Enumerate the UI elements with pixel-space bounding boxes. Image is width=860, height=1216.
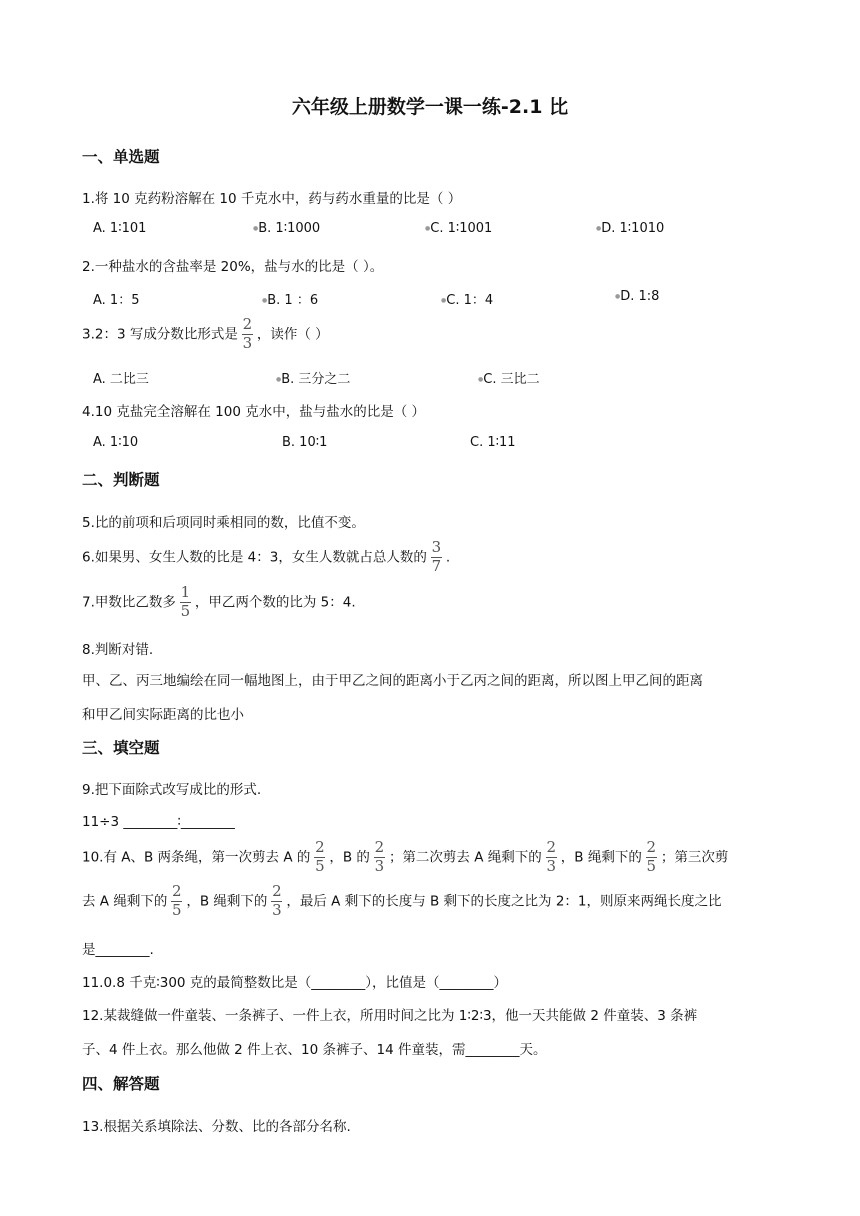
marker-dot: ●	[425, 225, 431, 232]
q3-option-a: A. 二比三	[93, 372, 149, 387]
section-heading-answer: 四、解答题	[82, 1075, 160, 1093]
fraction: $\frac{2}{5}$	[315, 838, 325, 875]
marker-dot: ●	[596, 225, 602, 232]
q1-option-b: ●B. 1∶1000	[253, 221, 321, 236]
marker-dot: ●	[615, 293, 621, 300]
fraction: $\frac{3}{7}$	[431, 538, 442, 575]
question-10-line-2: 去 A 绳剩下的 $\frac{2}{5}$ ，B 绳剩下的 $\frac{2}{3}$ ，最后 A 剩下的长度与 B 剩下的长度之比为 2：1，则原来两绳长度之比	[82, 882, 722, 919]
q2-option-c: ●C. 1：4	[441, 293, 494, 308]
question-13: 13.根据关系填除法、分数、比的各部分名称.	[82, 1119, 351, 1135]
question-6: 6.如果男、女生人数的比是 4：3，女生人数就占总人数的 $\frac{3}{7}$ .	[82, 538, 451, 575]
question-8: 8.判断对错.	[82, 642, 154, 658]
question-3: 3.2：3 写成分数比形式是 $\frac{2}{3}$ ，读作（ ）	[82, 315, 329, 352]
q1-option-c: ●C. 1∶1001	[425, 221, 493, 236]
page-title: 六年级上册数学一课一练-2.1 比	[291, 96, 569, 118]
section-heading-true-false: 二、判断题	[82, 471, 160, 489]
q2-option-a: A. 1：5	[93, 293, 140, 308]
q4-option-c: C. 1∶11	[470, 435, 516, 450]
q4-option-b: B. 10∶1	[282, 435, 328, 450]
marker-dot: ●	[253, 225, 259, 232]
question-10-line-1: 10.有 A、B 两条绳，第一次剪去 A 的 $\frac{2}{5}$ ，B 的 $\frac{2}{3}$ ；第二次剪去 A 绳剩下的 $\frac{2}{3}$ ，B 绳剩下的 $\frac{2}{5}$ ；第三次剪	[82, 838, 729, 875]
marker-dot: ●	[478, 376, 484, 383]
fraction: $\frac{2}{3}$	[374, 838, 385, 875]
question-8-line-2: 和甲乙间实际距离的比也小	[82, 707, 244, 723]
marker-dot: ●	[276, 376, 282, 383]
q1-option-a: A. 1∶101	[93, 221, 147, 236]
fraction: $\frac{2}{5}$	[172, 882, 182, 919]
question-11: 11.0.8 千克∶300 克的最简整数比是（________），比值是（________）	[82, 975, 508, 991]
section-heading-fill-blank: 三、填空题	[82, 739, 160, 757]
question-4: 4.10 克盐完全溶解在 100 克水中，盐与盐水的比是（ ）	[82, 404, 425, 420]
question-9-blank-line: 11÷3 ________∶________	[82, 814, 235, 830]
question-5: 5.比的前项和后项同时乘相同的数，比值不变。	[82, 515, 365, 531]
marker-dot: ●	[441, 297, 447, 304]
q1-option-d: ●D. 1∶1010	[596, 221, 665, 236]
question-7: 7.甲数比乙数多 $\frac{1}{5}$ ，甲乙两个数的比为 5：4.	[82, 583, 356, 620]
question-12-line-2: 子、4 件上衣。那么他做 2 件上衣、10 条裤子、14 件童装，需________天。	[82, 1042, 547, 1058]
question-1: 1.将 10 克药粉溶解在 10 千克水中，药与药水重量的比是（ ）	[82, 191, 462, 207]
fraction: $\frac{2}{5}$	[646, 838, 657, 875]
q2-option-d: ●D. 1:8	[615, 289, 660, 304]
q4-option-a: A. 1∶10	[93, 435, 139, 450]
fraction: $\frac{2}{3}$	[272, 882, 282, 919]
fraction: $\frac{2}{3}$	[242, 315, 253, 352]
question-12-line-1: 12.某裁缝做一件童装、一条裤子、一件上衣，所用时间之比为 1∶2∶3，他一天共能做 2 件童装、3 条裤	[82, 1008, 698, 1024]
section-heading-single-choice: 一、单选题	[82, 148, 160, 166]
question-10-line-3: 是________.	[82, 942, 154, 958]
q2-option-b: ●B. 1 ：6	[262, 293, 319, 308]
q3-option-b: ●B. 三分之二	[276, 372, 351, 387]
question-8-line-1: 甲、乙、丙三地编绘在同一幅地图上，由于甲乙之间的距离小于乙丙之间的距离，所以图上甲乙间的距离	[82, 673, 703, 689]
marker-dot: ●	[262, 297, 268, 304]
q3-option-c: ●C. 三比二	[478, 372, 540, 387]
question-2: 2.一种盐水的含盐率是 20%，盐与水的比是（ ）。	[82, 259, 384, 275]
question-9: 9.把下面除式改写成比的形式.	[82, 782, 262, 798]
fraction: $\frac{2}{3}$	[546, 838, 557, 875]
fraction: $\frac{1}{5}$	[180, 583, 191, 620]
